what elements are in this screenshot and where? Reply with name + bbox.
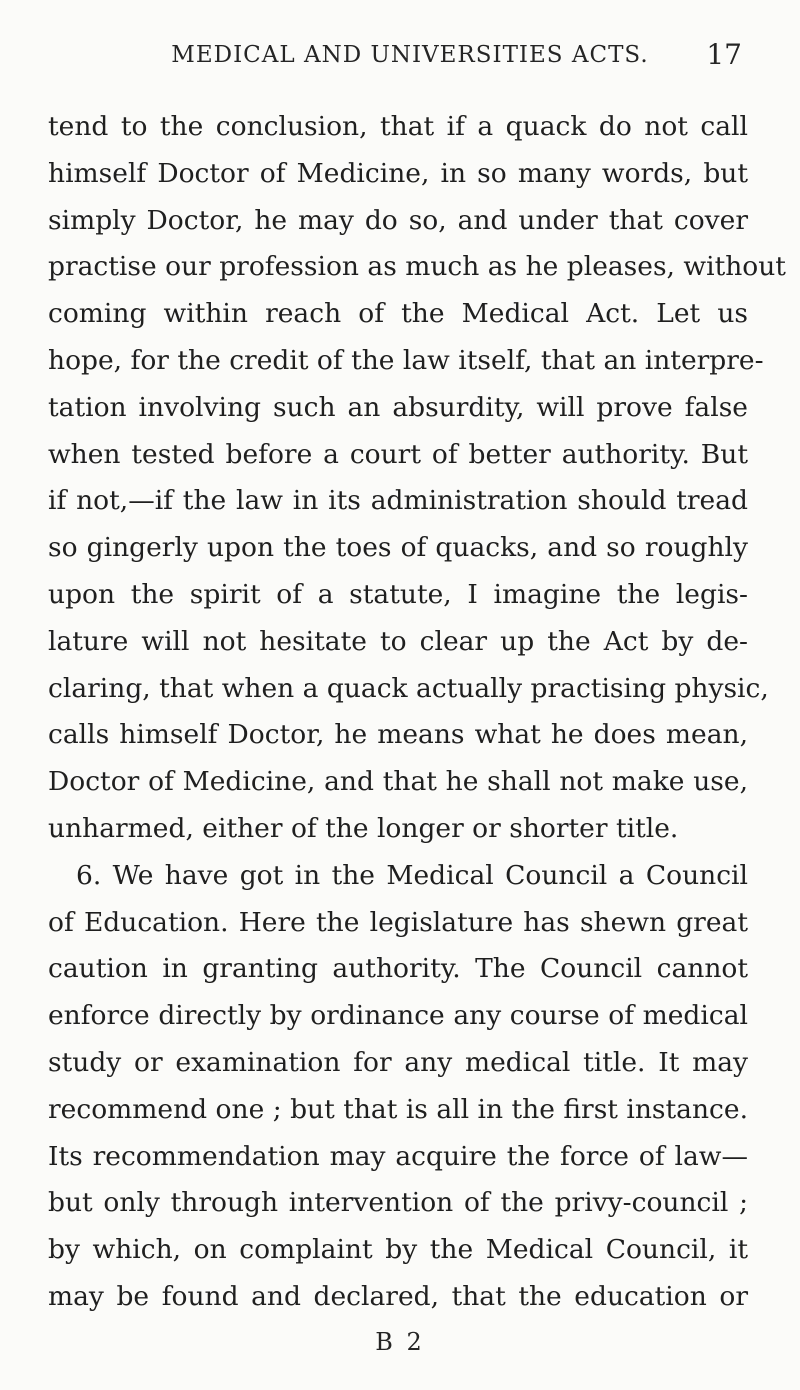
text-line: himself Doctor of Medicine, in so many words, but xyxy=(48,157,748,189)
running-title: MEDICAL AND UNIVERSITIES ACTS. xyxy=(171,42,649,68)
running-head xyxy=(50,36,770,76)
text-line: tation involving such an absurdity, will prove false xyxy=(48,391,748,423)
text-line: tend to the conclusion, that if a quack do not call xyxy=(48,111,748,142)
text-line: but only through intervention of the privy-council ; xyxy=(48,1187,748,1219)
text-line: study or examination for any medical title. It may xyxy=(48,1046,748,1078)
text-line: simply Doctor, he may do so, and under that cover xyxy=(48,204,748,236)
text-line: of Education. Here the legislature has shewn great xyxy=(48,906,748,938)
text-line: by which, on complaint by the Medical Council, it xyxy=(48,1234,748,1266)
page-number: 17 xyxy=(706,38,742,71)
signature-mark: B 2 xyxy=(375,1328,425,1356)
text-line: Its recommendation may acquire the force of law— xyxy=(48,1140,748,1172)
text-line: caution in granting authority. The Council cannot xyxy=(48,953,748,985)
text-line: may be found and declared, that the education or xyxy=(48,1280,748,1312)
text-line: when tested before a court of better authority. But xyxy=(48,438,748,470)
text-line: upon the spirit of a statute, I imagine the legis- xyxy=(48,578,748,610)
text-line: enforce directly by ordinance any course of medical xyxy=(48,1000,748,1032)
text-line: recommend one ; but that is all in the first instance. xyxy=(48,1093,748,1125)
text-line: calls himself Doctor, he means what he does mean, xyxy=(48,719,748,751)
text-line: coming within reach of the Medical Act. Let us xyxy=(48,298,748,330)
text-line: if not,—if the law in its administration should tread xyxy=(48,485,748,517)
text-line: so gingerly upon the toes of quacks, and so roughly xyxy=(48,532,748,564)
text-line: practise our profession as much as he pleases, without xyxy=(48,251,786,283)
paragraph-start-line: 6. We have got in the Medical Council a Council xyxy=(76,859,748,891)
text-line: Doctor of Medicine, and that he shall not make use, xyxy=(48,766,748,798)
text-line: lature will not hesitate to clear up the Act by de- xyxy=(48,625,748,657)
text-line: hope, for the credit of the law itself, that an interpre- xyxy=(48,344,764,376)
text-line: unharmed, either of the longer or shorter title. xyxy=(48,812,679,844)
body-text xyxy=(48,104,786,1321)
text-line: claring, that when a quack actually practising physic, xyxy=(48,672,769,704)
